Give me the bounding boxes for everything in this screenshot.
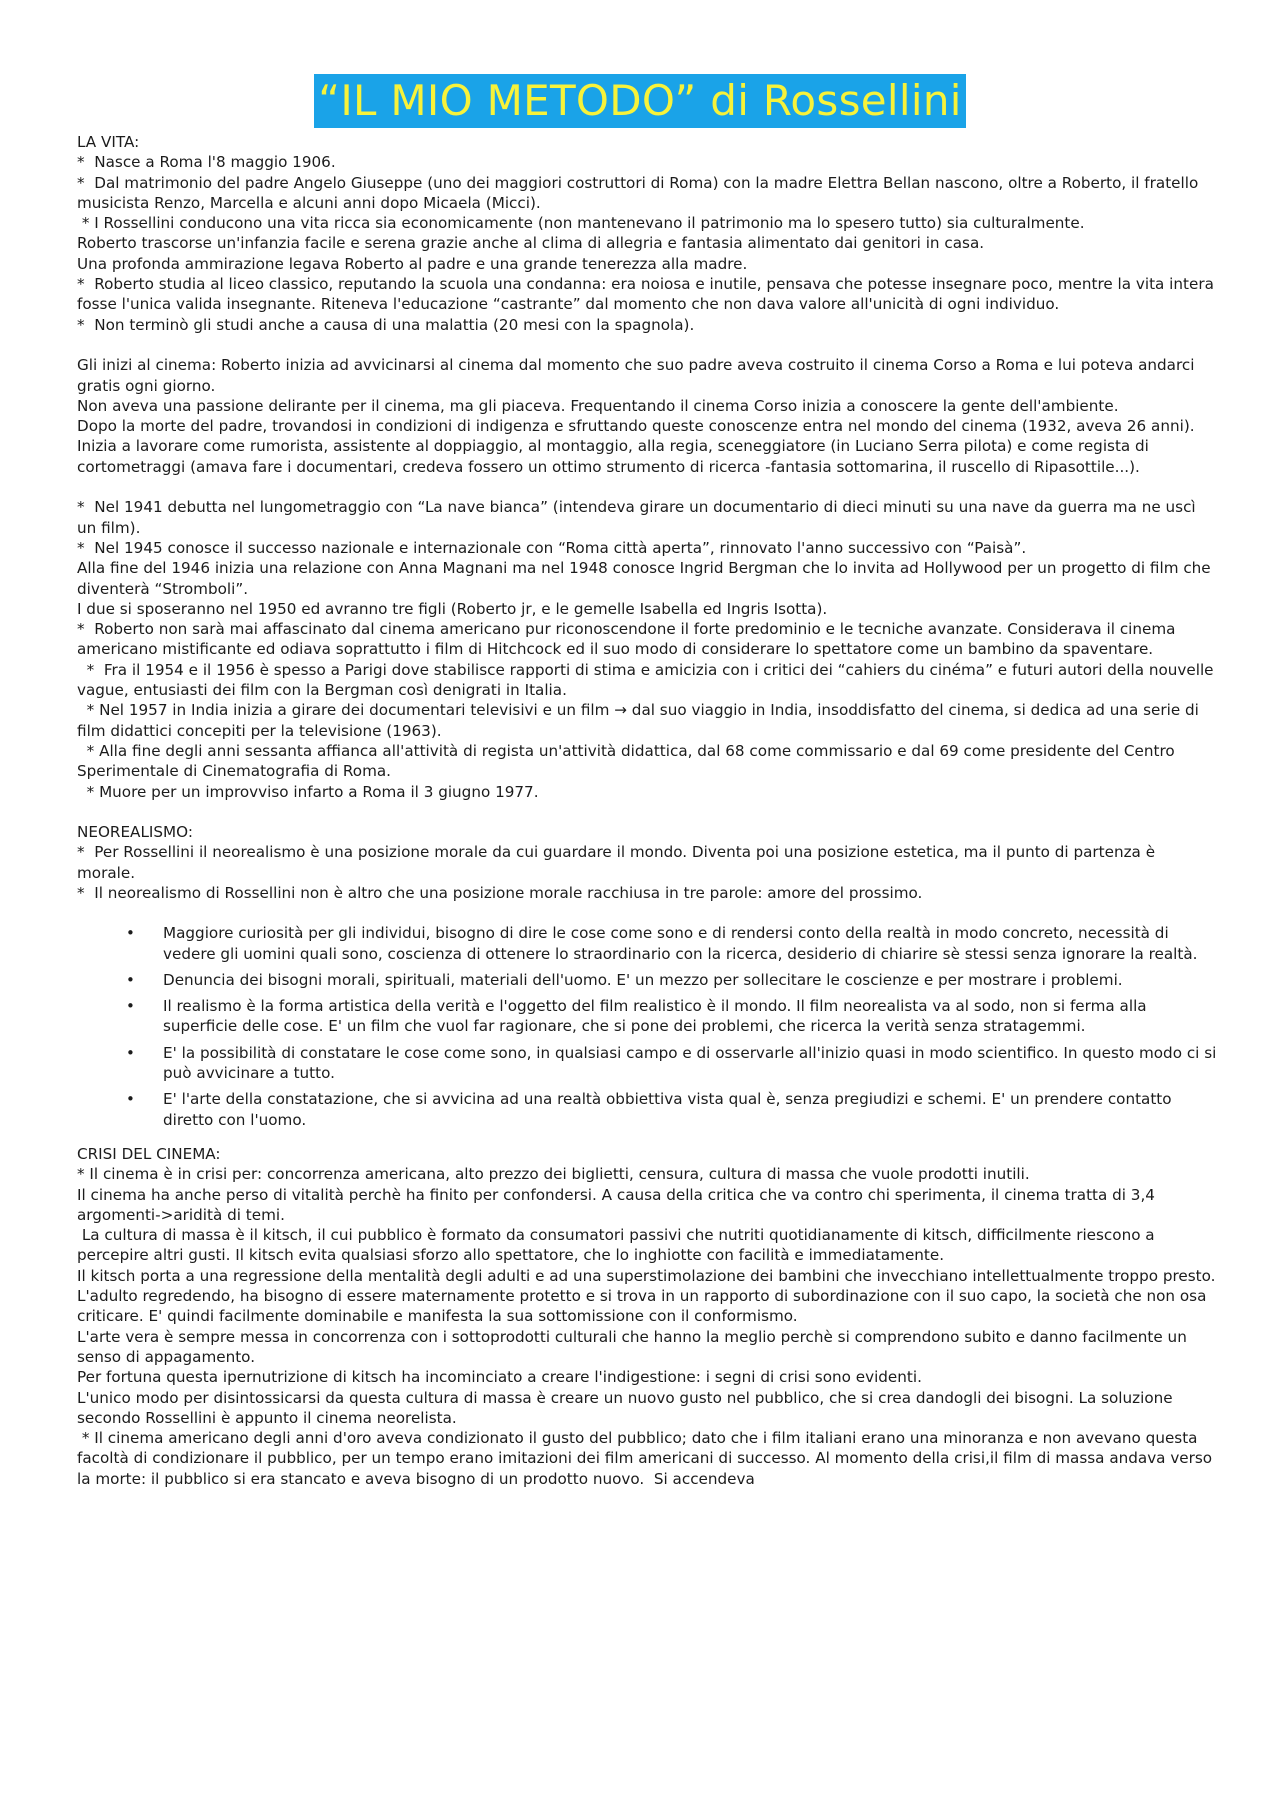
section-heading-crisi: CRISI DEL CINEMA:: [77, 1144, 221, 1163]
section-carriera: [77, 497, 1217, 801]
bullet-icon: •: [126, 997, 135, 1016]
paragraph: * Fra il 1954 e il 1956 è spesso a Parigi dove stabilisce rapporti di stima e amicizia con i critici dei “cahiers du cinéma” e futuri autori della nouvelle vague, entusiasti dei film con la Bergman così denigrati in Italia.: [77, 660, 1219, 700]
paragraph: Roberto trascorse un'infanzia facile e serena grazie anche al clima di allegria e fantasia alimentato dai genitori in casa.: [77, 234, 985, 253]
paragraph: I due si sposeranno nel 1950 ed avranno tre figli (Roberto jr, e le gemelle Isabella ed Ingris Isotta).: [77, 599, 828, 618]
list-item-text: Maggiore curiosità per gli individui, bisogno di dire le cose come sono e di rendersi conto della realtà in modo concreto, necessità di vedere gli uomini quali sono, coscienza di ottenere lo straordinario con la ricerca, desiderio di chiarire sè stessi senza ignorare la realtà.: [163, 924, 1198, 963]
paragraph: * Nasce a Roma l'8 maggio 1906.: [77, 153, 336, 172]
paragraph: * Per Rossellini il neorealismo è una posizione morale da cui guardare il mondo. Diventa poi una posizione estetica, ma il punto di partenza è morale.: [77, 843, 1160, 882]
list-item-text: E' l'arte della constatazione, che si avvicina ad una realtà obbiettiva vista qual è, senza pregiudizi e schemi. E' un prendere contatto diretto con l'uomo.: [163, 1090, 1172, 1129]
paragraph: La cultura di massa è il kitsch, il cui pubblico è formato da consumatori passivi che nutriti quotidianamente di kitsch, difficilmente riescono a percepire altri gusti. Il kitsch evita qualsiasi sforzo allo spettatore, che lo inghiotte con facilità e immediatamente.: [77, 1226, 1160, 1265]
paragraph: * Non terminò gli studi anche a causa di una malattia (20 mesi con la spagnola).: [77, 315, 695, 334]
spacer: [77, 477, 1217, 497]
title-wrapper: [0, 74, 1280, 132]
list-item-text: E' la possibilità di constatare le cose come sono, in qualsiasi campo e di osservarle all'inizio quasi in modo scientifico. In questo modo ci si può avvicinare a tutto.: [163, 1043, 1217, 1083]
paragraph: * I Rossellini conducono una vita ricca sia economicamente (non mantenevano il patrimonio ma lo spesero tutto) sia culturalmente.: [77, 214, 1085, 233]
bullet-icon: •: [126, 1090, 135, 1109]
paragraph: Gli inizi al cinema: Roberto inizia ad avvicinarsi al cinema dal momento che suo padre aveva costruito il cinema Corso a Roma e lui poteva andarci gratis ogni giorno.: [77, 356, 1200, 395]
paragraph: * Alla fine degli anni sessanta affianca all'attività di regista un'attività didattica, dal 68 come commissario e dal 69 come presidente del Centro Sperimentale di Cinematografia di Roma.: [77, 741, 1180, 781]
paragraph: * Nel 1957 in India inizia a girare dei documentari televisivi e un film → dal suo viaggio in India, insoddisfatto del cinema, si dedica ad una serie di film didattici concepiti per la televisione (1963).: [77, 701, 1204, 740]
paragraph: * Il cinema americano degli anni d'oro aveva condizionato il gusto del pubblico; dato che i film italiani erano una minoranza e non avevano questa facoltà di condizionare il pubblico, per un tempo erano imitazioni dei film americani di successo. Al momento della crisi,il film di massa andava verso la morte: il pubblico si era stancato e aveva bisogno di un prodotto nuovo. Si accendeva: [77, 1429, 1217, 1488]
paragraph: Inizia a lavorare come rumorista, assistente al doppiaggio, al montaggio, alla regia, sceneggiatore (in Luciano Serra pilota) e come regista di cortometraggi (amava fare i documentari, credeva fossero un ottimo strumento di ricerca -fantasia sottomarina, il ruscello di Ripasottile...).: [77, 437, 1154, 476]
section-inizi: [77, 355, 1217, 477]
document-page: [77, 74, 1226, 1489]
section-crisi: [77, 1144, 1226, 1489]
list-item: [77, 1089, 1217, 1130]
document-title: “IL MIO METODO” di Rossellini: [314, 74, 965, 128]
list-item-text: Denuncia dei bisogni morali, spirituali, materiali dell'uomo. E' un mezzo per sollecitare le coscienze e per mostrare i problemi.: [163, 970, 1123, 989]
paragraph: * Nel 1941 debutta nel lungometraggio con “La nave bianca” (intendeva girare un documentario di dieci minuti su una nave da guerra ma ne uscì un film).: [77, 498, 1201, 537]
section-heading-neorealismo: NEOREALISMO:: [77, 823, 193, 842]
bullet-icon: •: [126, 970, 135, 989]
list-item: [77, 1043, 1217, 1084]
bullet-icon: •: [126, 1043, 135, 1062]
paragraph: * Il cinema è in crisi per: concorrenza americana, alto prezzo dei biglietti, censura, cultura di massa che vuole prodotti inutili.: [77, 1165, 1030, 1184]
paragraph: * Nel 1945 conosce il successo nazionale e internazionale con “Roma città aperta”, rinnovato l'anno successivo con “Paisà”.: [77, 538, 1027, 557]
paragraph: * Dal matrimonio del padre Angelo Giuseppe (uno dei maggiori costruttori di Roma) con la madre Elettra Bellan nascono, oltre a Roberto, il fratello musicista Renzo, Marcella e alcuni anni dopo Micaela (Micci).: [77, 173, 1204, 212]
paragraph: Una profonda ammirazione legava Roberto al padre e una grande tenerezza alla madre.: [77, 254, 748, 273]
paragraph: Il cinema ha anche perso di vitalità perchè ha finito per confondersi. A causa della critica che va contro chi sperimenta, il cinema tratta di 3,4 argomenti->aridità di temi.: [77, 1185, 1160, 1224]
paragraph: * Muore per un improvviso infarto a Roma il 3 giugno 1977.: [77, 782, 539, 801]
bullet-icon: •: [126, 924, 135, 943]
bullet-list: [77, 923, 1217, 1130]
paragraph: L'arte vera è sempre messa in concorrenza con i sottoprodotti culturali che hanno la meglio perchè si comprendono subito e danno facilmente un senso di appagamento.: [77, 1327, 1192, 1366]
list-item-text: Il realismo è la forma artistica della verità e l'oggetto del film realistico è il mondo. Il film neorealista va al sodo, non si ferma alla superficie delle cose. E' un film che vuol far ragionare, che si pone dei problemi, che ricerca la verità senza stratagemmi.: [163, 997, 1147, 1036]
spacer: [77, 802, 1217, 822]
paragraph: Il kitsch porta a una regressione della mentalità degli adulti e ad una superstimolazione dei bambini che invecchiano intellettualmente troppo presto. L'adulto regredendo, ha bisogno di essere maternamente protetto e si trova in un rapporto di subordinazione con il suo capo, la società che non osa criticare. E' quindi facilmente dominabile e manifesta la sua sottomissione con il conformismo.: [77, 1266, 1226, 1326]
paragraph: Alla fine del 1946 inizia una relazione con Anna Magnani ma nel 1948 conosce Ingrid Bergman che lo invita ad Hollywood per un progetto di film che diventerà “Stromboli”.: [77, 559, 1216, 598]
paragraph: * Roberto non sarà mai affascinato dal cinema americano pur riconoscendone il forte predominio e le tecniche avanzate. Considerava il cinema americano mistificante ed odiava soprattutto i film di Hitchcock ed il suo modo di considerare lo spettatore come un bambino da spaventare.: [77, 620, 1181, 659]
section-heading-vita: LA VITA:: [77, 133, 140, 151]
list-item: [77, 970, 1217, 990]
paragraph: Dopo la morte del padre, trovandosi in condizioni di indigenza e sfruttando queste conoscenze entra nel mondo del cinema (1932, aveva 26 anni).: [77, 417, 1195, 436]
paragraph: * Roberto studia al liceo classico, reputando la scuola una condanna: era noiosa e inutile, pensava che potesse insegnare poco, mentre la vita intera fosse l'unica valida insegnante. Riteneva l'educazione “castrante” dal momento che non dava valore all'unicità di ogni individuo.: [77, 275, 1219, 314]
list-item: [77, 923, 1217, 964]
paragraph: Non aveva una passione delirante per il cinema, ma gli piaceva. Frequentando il cinema Corso inizia a conoscere la gente dell'ambiente.: [77, 396, 1119, 415]
section-vita: [77, 132, 1217, 335]
list-item: [77, 996, 1217, 1037]
section-neorealismo: [77, 822, 1217, 1130]
paragraph: * Il neorealismo di Rossellini non è altro che una posizione morale racchiusa in tre parole: amore del prossimo.: [77, 883, 923, 902]
spacer: [77, 335, 1217, 355]
paragraph: Per fortuna questa ipernutrizione di kitsch ha incominciato a creare l'indigestione: i segni di crisi sono evidenti.: [77, 1368, 922, 1387]
paragraph: L'unico modo per disintossicarsi da questa cultura di massa è creare un nuovo gusto nel pubblico, che si crea dandogli dei bisogni. La soluzione secondo Rossellini è appunto il cinema neorelista.: [77, 1388, 1178, 1427]
